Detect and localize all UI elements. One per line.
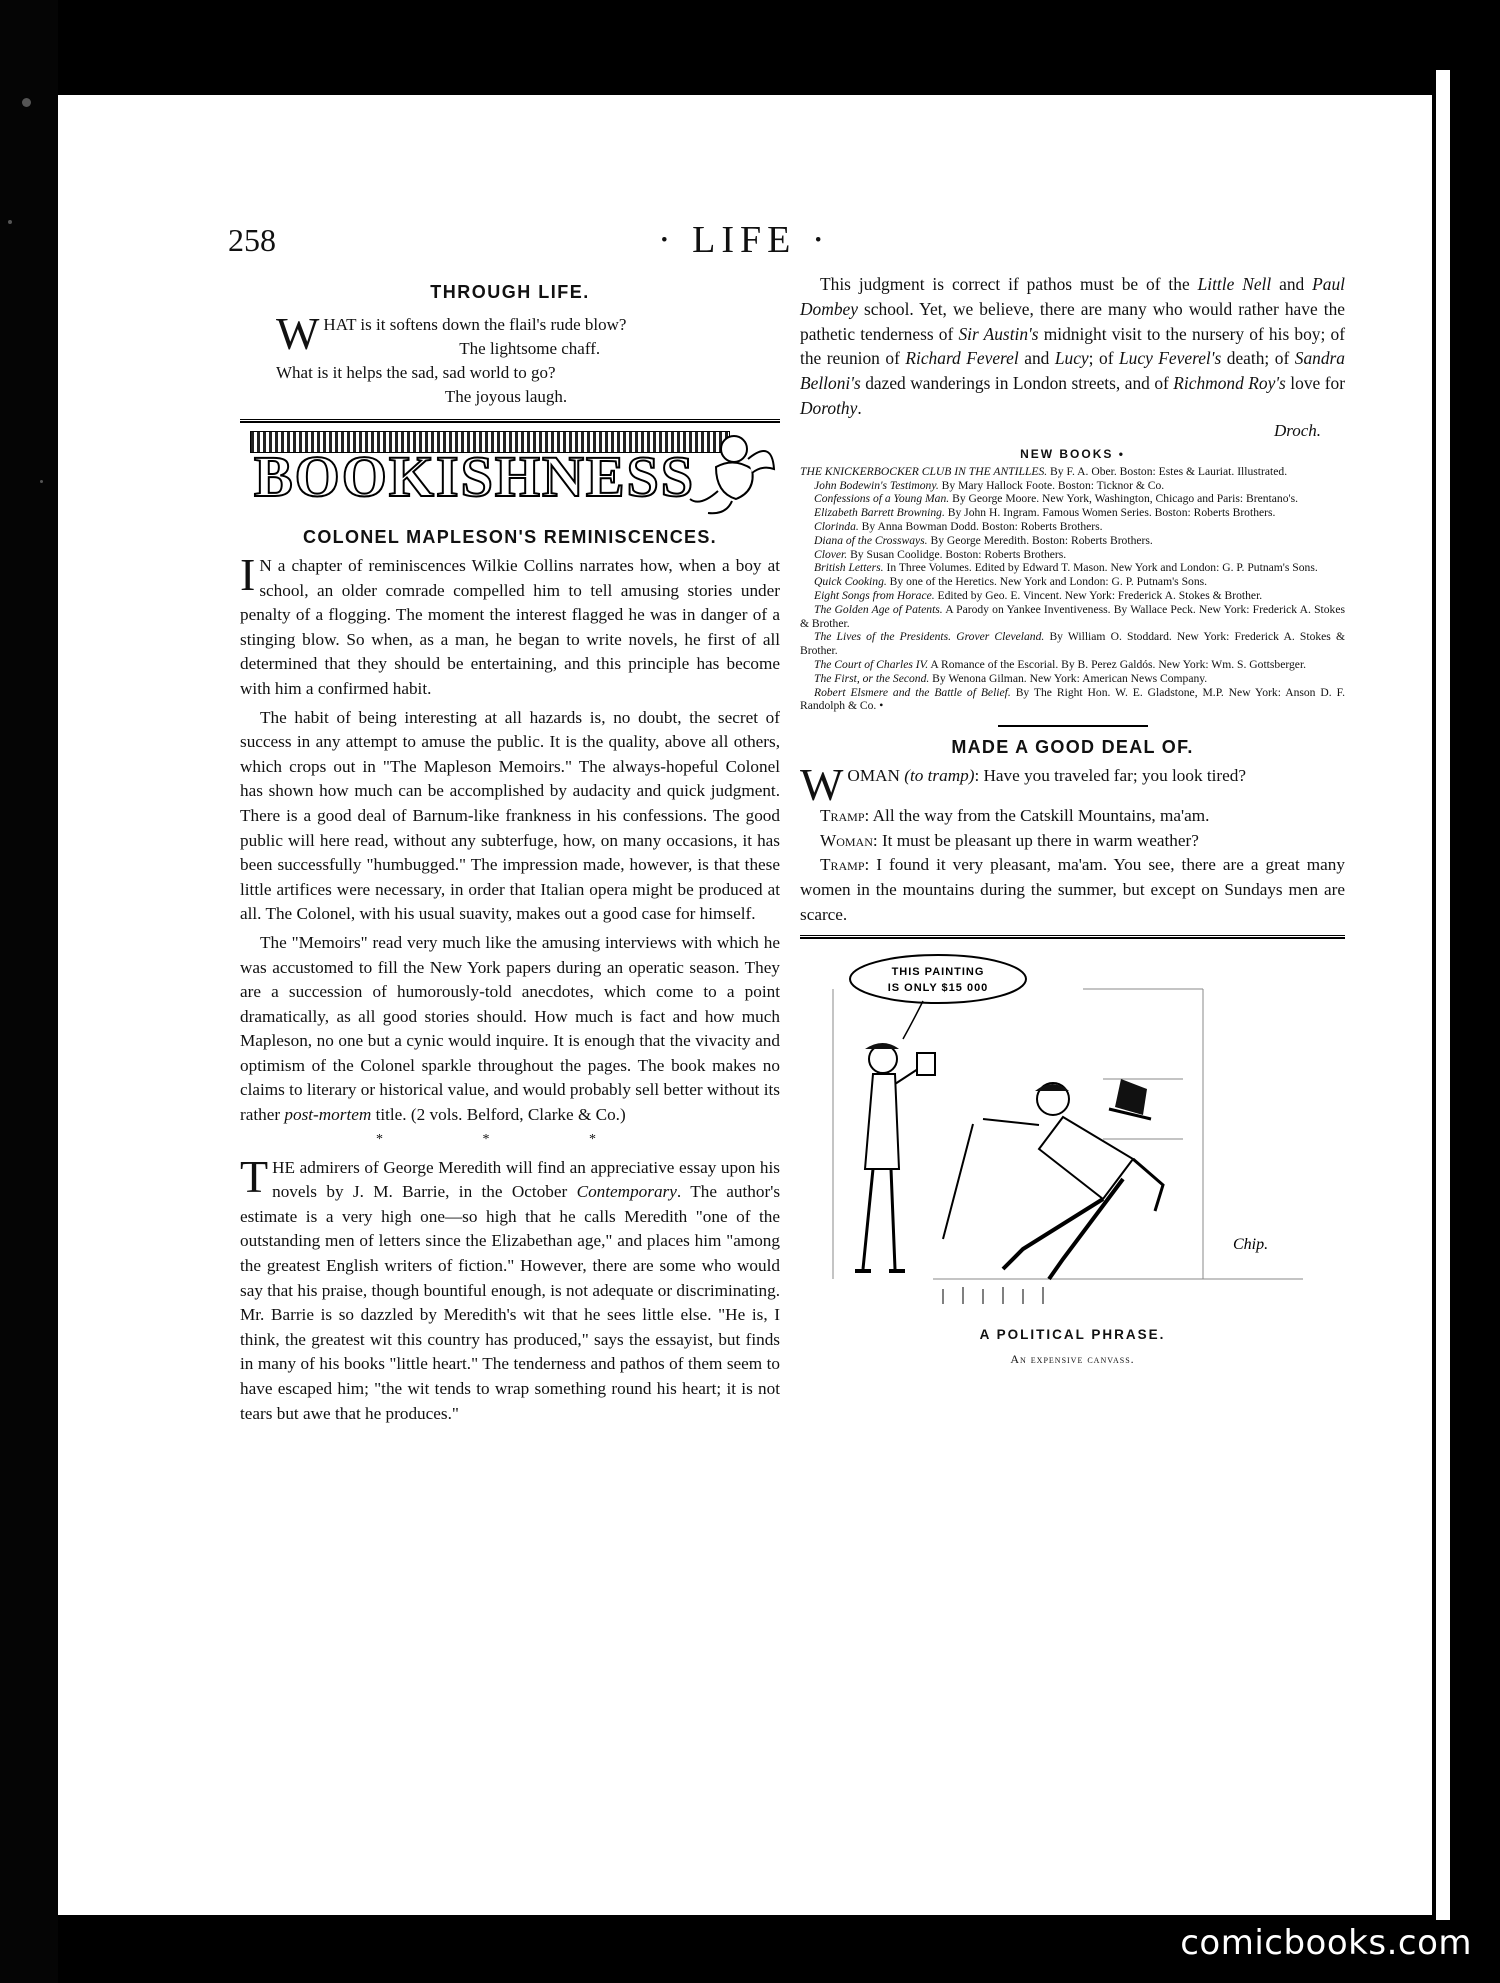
page-header [228, 219, 1338, 266]
book-details: By F. A. Ober. Boston: Estes & Lauriat. Illustrated. [1047, 464, 1288, 478]
dialogue-line [800, 829, 1345, 854]
speaker-name: Tramp [820, 806, 865, 826]
cartoon-drawing [803, 949, 1343, 1309]
new-books-list [800, 465, 1345, 713]
paragraph-text: title. (2 vols. Belford, Clarke & Co.) [371, 1105, 626, 1125]
book-entry [800, 465, 1345, 479]
masthead: · LIFE · [658, 219, 831, 261]
dialogue-line [800, 804, 1345, 829]
book-entry [800, 506, 1345, 520]
book-title: Robert Elsmere and the Battle of Belief. [814, 685, 1011, 699]
stage-direction: (to tramp) [904, 766, 975, 786]
banner-title: BOOKISHNESS [254, 444, 696, 509]
book-details: Edited by Geo. E. Vincent. New York: Frederick A. Stokes & Brother. [934, 588, 1263, 602]
paragraph-text: N a chapter of reminiscences Wilkie Collins narrates how, when a boy at school, an older comrade compelled him to tell amusing stories under penalty of a flogging. The moment the interest flagged he was in danger of a stinging blow. So when, as a man, he began to write novels, he first of all determined that they should be entertaining, and this principle has become with him a confirmed habit. [240, 556, 780, 698]
book-title: Elizabeth Barrett Browning. [814, 506, 945, 520]
book-entry [800, 672, 1345, 686]
speech-bubble-line: THIS PAINTING [891, 966, 984, 979]
poem-line: What is it helps the sad, sad world to go? [276, 363, 556, 382]
paragraph-text: death; of [1221, 348, 1295, 369]
book-details: By Susan Coolidge. Boston: Roberts Brothers. [847, 547, 1067, 561]
cartoon-caption: A POLITICAL PHRASE. [979, 1327, 1166, 1343]
book-title: The Lives of the Presidents. Grover Cleveland. [814, 630, 1045, 644]
book-entry [800, 686, 1345, 714]
book-entry [800, 658, 1345, 672]
dialogue-text: : All the way from the Catskill Mountains, ma'am. [864, 806, 1210, 826]
book-title: John Bodewin's Testimony. [814, 478, 939, 492]
article-paragraph: The habit of being interesting at all hazards is, no doubt, the secret of success in any attempt to amuse the public. It is the quality, above all others, which crops out in "The Mapleson Memoirs." The always-hopeful Colonel has shown how much can be accomplished by audacity and quick judgment. There is a good deal of Barnum-like frankness in his confessions. The good public will here read, without any subterfuge, how, on many occasions, it has been successfully "humbugged." The impression made, however, is that these little artifices were necessary, in order that Italian opera might be produced at all. The Colonel, with his usual suavity, makes out a good case for himself. [240, 707, 780, 924]
paragraph-italic: Sandra Belloni's [800, 348, 1345, 394]
cartoon-illustration [803, 949, 1343, 1309]
article-paragraph [240, 931, 780, 1128]
cherub-icon [686, 429, 776, 517]
book-details: A Romance of the Escorial. By B. Perez Galdós. New York: Wm. S. Gottsberger. [928, 657, 1307, 671]
left-column [240, 276, 780, 1426]
book-entry [800, 479, 1345, 493]
scan-border-left [0, 0, 58, 1983]
page-number: 258 [228, 222, 276, 258]
book-title: Confessions of a Young Man. [814, 492, 950, 506]
paragraph-italic: Little Nell [1197, 274, 1272, 294]
article-title: MADE A GOOD DEAL OF. [951, 737, 1194, 758]
book-entry [800, 589, 1345, 603]
book-details: By one of the Heretics. New York and London: G. P. Putnam's Sons. [886, 575, 1208, 589]
article-dropcap: T [240, 1150, 269, 1202]
book-title: THE KNICKERBOCKER CLUB IN THE ANTILLES. [800, 464, 1048, 478]
book-entry [800, 630, 1345, 658]
paragraph-italic: Richard Feverel [905, 348, 1019, 369]
dialogue-text: : It must be pleasant up there in warm weather? [872, 830, 1199, 850]
paragraph-text: HE admirers of George Meredith will find an appreciative essay upon his novels by J. M. Barrie, in the October [272, 1157, 780, 1202]
poem-line: HAT is it softens down the flail's rude blow? [323, 315, 627, 334]
paragraph-text: love for [1285, 373, 1346, 394]
poem-line: The lightsome chaff. [459, 339, 601, 358]
facing-page-edge [1432, 70, 1450, 1920]
book-details: By William O. Stoddard. New York: Frederick A. Stokes & Brother. [800, 630, 1345, 658]
site-watermark: comicbooks.com [1180, 1923, 1472, 1963]
book-entry [800, 548, 1345, 562]
article-paragraph [240, 549, 780, 702]
cartoon-subcaption: An expensive canvass. [1010, 1352, 1135, 1367]
book-title: Diana of the Crossways. [814, 533, 928, 547]
paragraph-italic: Sir Austin's [958, 323, 1039, 344]
article-dropcap: W [800, 759, 844, 811]
section-divider [240, 419, 780, 423]
speaker-name: OMAN [847, 766, 900, 786]
book-title: Clover. [814, 547, 848, 561]
book-title: British Letters. [814, 561, 884, 575]
book-title: The Court of Charles IV. [814, 657, 929, 671]
book-details: By Anna Bowman Dodd. Boston: Roberts Brothers. [858, 519, 1103, 533]
book-entry [800, 534, 1345, 548]
poem-title: THROUGH LIFE. [430, 282, 590, 302]
poem [276, 308, 736, 409]
paragraph-text: school. Yet, we believe, there are many who would rather have the pathetic tenderness of [800, 298, 1345, 344]
book-entry [800, 520, 1345, 534]
paragraph-text: ; of [1088, 348, 1119, 369]
speaker-name: Tramp [820, 855, 865, 875]
dialogue-text: : I found it very pleasant, ma'am. You see, there are a great many women in the mountains during the summer, but except on Sundays men are scarce. [800, 855, 1345, 924]
review-continuation [800, 272, 1345, 421]
speaker-name: Woman [820, 830, 873, 850]
paragraph-text: midnight visit to the nursery of his boy; of the reunion of [800, 323, 1345, 369]
section-divider [998, 725, 1148, 727]
book-title: Eight Songs from Horace. [814, 588, 935, 602]
paragraph-text: and [1018, 348, 1055, 369]
book-details: By John H. Ingram. Famous Women Series. Boston: Roberts Brothers. [944, 506, 1276, 520]
paragraph-text: and [1271, 274, 1313, 294]
article-paragraph [240, 1150, 781, 1427]
paragraph-text: This judgment is correct if pathos must be of the [820, 274, 1198, 294]
book-entry [800, 575, 1345, 589]
section-divider [800, 935, 1345, 939]
book-title: Clorinda. [814, 519, 859, 533]
paragraph-text: The "Memoirs" read very much like the amusing interviews with which he was accustomed to fill the New York papers during an operatic season. They are a succession of humorously-told anecdotes, which come to a point dramatically, as all good stories should. How much is fact and how much Mapleson, no one but a cynic would inquire. It is enough that the vivacity and optimism of the Colonel sparkle throughout the pages. The book makes no claims to literary or historical value, and would probably sell better without its rather [240, 932, 780, 1125]
paragraph-italic: Contemporary [576, 1182, 677, 1202]
review-signature: Droch. [1273, 420, 1321, 440]
paragraph-italic: Lucy Feverel's [1119, 348, 1222, 369]
book-title: The Golden Age of Patents. [814, 602, 943, 616]
book-details: By The Right Hon. W. E. Gladstone, M.P. New York: Anson D. F. Randolph & Co. • [800, 685, 1345, 713]
book-details: By George Moore. New York, Washington, Chicago and Paris: Brentano's. [949, 492, 1299, 506]
paragraph-text: . [857, 397, 862, 418]
poem-dropcap: W [276, 308, 320, 359]
paragraph-italic: Lucy [1054, 348, 1089, 369]
book-details: A Parody on Yankee Inventiveness. By Wallace Peck. New York: Frederick A. Stokes & Brother. [800, 602, 1345, 630]
paragraph-italic: post-mortem [284, 1105, 372, 1125]
book-entry [800, 561, 1345, 575]
book-details: By Mary Hallock Foote. Boston: Ticknor & Co. [938, 478, 1165, 492]
article-title: COLONEL MAPLESON'S REMINISCENCES. [303, 527, 717, 547]
dialogue-text: : Have you traveled far; you look tired? [974, 766, 1246, 786]
book-title: The First, or the Second. [814, 671, 930, 685]
bookishness-banner [240, 427, 780, 519]
article-dropcap: I [240, 549, 256, 600]
paragraph-italic: Dorothy [800, 397, 858, 418]
book-details: By George Meredith. Boston: Roberts Brothers. [927, 533, 1153, 547]
new-books-title: NEW BOOKS • [1020, 446, 1125, 461]
book-details: In Three Volumes. Edited by Edward T. Mason. New York and London: G. P. Putnam's Sons. [883, 561, 1318, 575]
dialogue-line [800, 759, 1345, 811]
speech-bubble-line: IS ONLY $15 000 [887, 982, 988, 995]
paragraph-italic: Paul Dombey [800, 274, 1346, 319]
paragraph-italic: Richmond Roy's [1173, 373, 1286, 394]
book-entry [800, 603, 1345, 631]
paragraph-text: . The author's estimate is a very high one—so high that he calls Meredith "one of the outstanding men of letters since the Elizabethan age," and places him "among the greatest English writers of fiction." However, there are some who would say that his praise, though bountiful enough, is not adequate or discriminating. Mr. Barrie is so dazzled by Meredith's wit that he sees little else. "He is, I think, the greatest wit this country has produced," says the essayist, but finds in many of his books "little heart." The tenderness and pathos of them seem to have escaped him; "the wit tends to wrap something round his heart; it is not tears but awe that he produces." [240, 1182, 781, 1423]
dialogue-line [800, 853, 1345, 927]
poem-line: The joyous laugh. [444, 387, 568, 406]
right-column [800, 272, 1345, 1367]
book-entry [800, 492, 1345, 506]
paragraph-text: dazed wanderings in London streets, and of [860, 373, 1174, 394]
cartoonist-signature: Chip. [1232, 1236, 1268, 1254]
book-details: By Wenona Gilman. New York: American News Company. [929, 671, 1208, 685]
section-stars: * * * [376, 1131, 644, 1147]
book-title: Quick Cooking. [814, 575, 887, 589]
